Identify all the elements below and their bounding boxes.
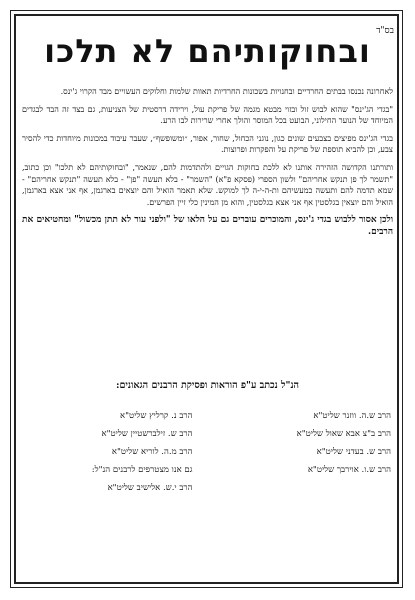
- body-paragraph: "בגדי הג'ינס" שהוא לבוש זול ובזוי מבטא מגמה של פריקת עול, וירידה דרסטית של הצניעות, גם בצד זה הבד לבגדים המיוחד של הנוער החילוני, הבועט בכל המוסר והולך אחרי שרירות לבו הרע.: [22, 104, 393, 126]
- body-paragraph: לאחרונה נכנסו בבתים החרדיים ובחנויות בשכונות החרדיות תאוות שלמות וחלוקים העשויים מבד הקרוי ג'ינס.: [60, 87, 393, 96]
- signature: הרב ש. בעדני שליט"א: [316, 447, 391, 457]
- signature: הרב ש.ה. ווזנר שליט"א: [313, 411, 391, 421]
- bsd-header: בס"ד: [376, 26, 394, 36]
- signatures-list: [24, 410, 391, 493]
- body-paragraph: בגדי הג'ינס מפיצים בצבעים שונים כגון, נוגני הכחול, שחור, אפור, ״ומשופשף״, שעבר עיבוד במכונות מיוחדות כדי להסיר צבע, וכן להביא תוספת של פריקת על והפקרות ופרוצות.: [22, 133, 393, 155]
- notice-body: [22, 86, 393, 244]
- signature: הרב ש.ו. אוירבך שליט"א: [307, 465, 391, 475]
- signatures-intro: הנ"ל נכתב ע"פ הוראות ופסיקת הרבנים הגאונים:: [115, 380, 299, 391]
- conclusion-paragraph: ולכן אסור ללבוש בגדי ג'ינס, והמוכרים עוברים גם על הלאו של "ולפני עור לא תתן מכשול" ומחטיאים את הרבים.: [22, 215, 393, 238]
- page-title: ובחוקותיהם לא תלכו: [44, 32, 371, 70]
- signature: הרב י.ש. אלישיב שליט"א: [107, 483, 193, 493]
- signature: הרב נ. קרליץ שליט"א: [120, 411, 193, 421]
- signature: הרב מ.ה. לוריא שליט"א: [111, 447, 193, 457]
- signature: הרב ב"צ אבא שאול שליט"א: [296, 429, 391, 439]
- signature: הרב ש. זילברשטיין שליט"א: [101, 429, 193, 439]
- body-paragraph: ותורתנו הקדושה הזהירה אותנו לא ללכת בחוקות הגויים ולהתדמות להם, שנאמר, "ובחוקותיהם לא תלכו" וכן כתוב, "תשמר לך פן תנקש אחריהם" ולשון הספרי (פסקא פ"א) "השמר" - בלא תעשה "פן" - בלא תעשה "תנקש אחריהם" - שמא תדמה להם ותעשה כמעשיהם ות-ה-י-ה לך למוקש. שלא תאמר הואיל והם יוצאים בארגמן, אף אני אצא בארגמן, הואיל והם יוצאין בגלסטין אף אני אצא בגלסטין, והוא מן המינין כלי זיין הפרשים.: [22, 162, 393, 207]
- signature-joiners-label: גם אנו מצטרפים לרבנים הנ"ל:: [91, 465, 193, 475]
- signature-spacer: [223, 482, 392, 493]
